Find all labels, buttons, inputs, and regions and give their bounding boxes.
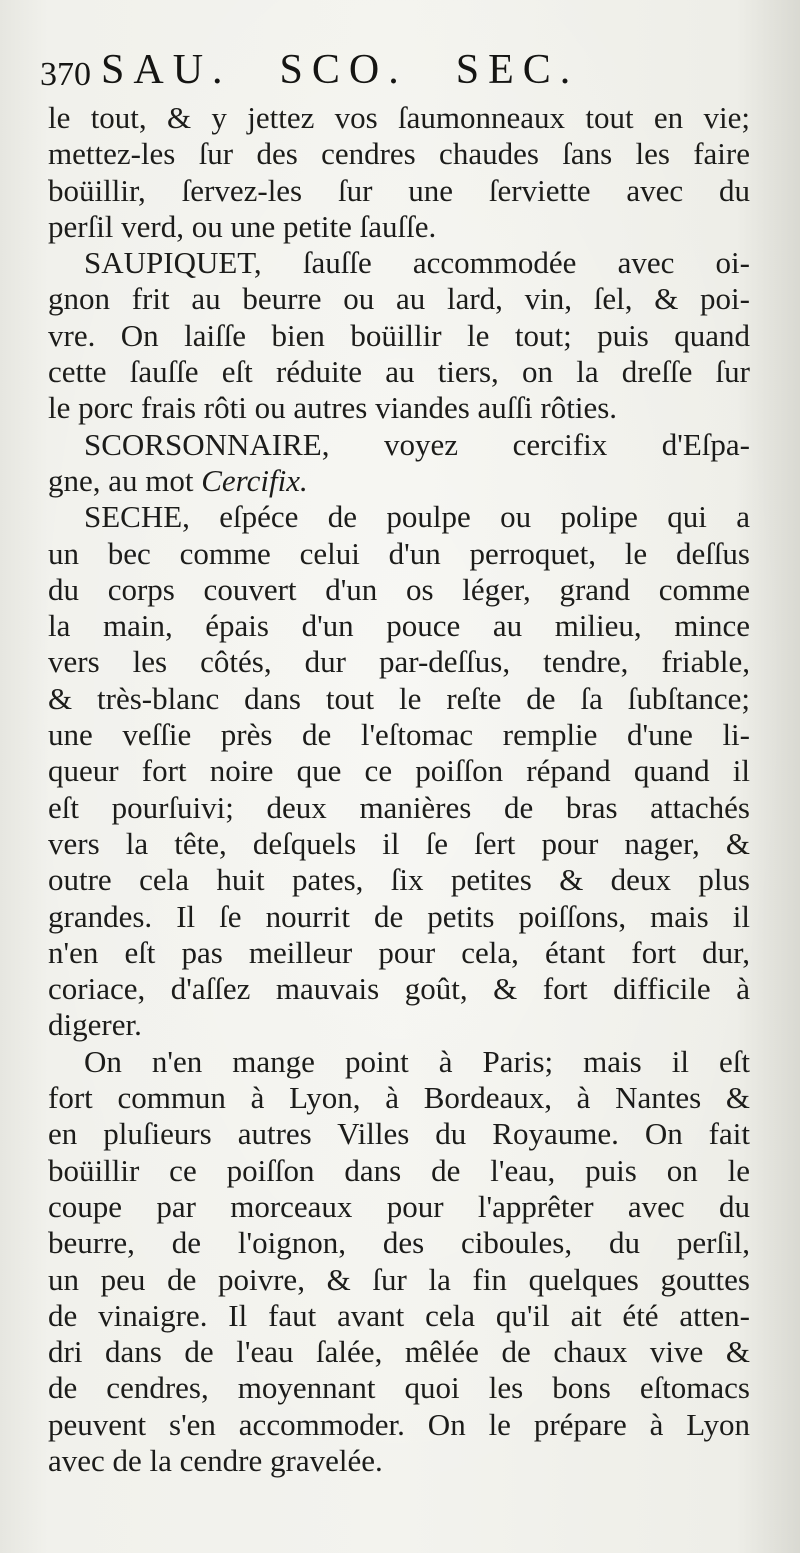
text-line: boüillir, ſervez-les ſur une ſerviette avec du — [48, 172, 750, 208]
entry-line-saupiquet: SAUPIQUET, ſauſſe accommodée avec oi- — [84, 245, 750, 281]
text-line: n'en eſt pas meilleur pour cela, étant fort dur, — [48, 934, 750, 970]
text-line: vre. On laiſſe bien boüillir le tout; puis quand — [48, 317, 750, 353]
text-line: vers la tête, deſquels il ſe ſert pour nager, & — [48, 825, 750, 861]
page-number: 370 — [40, 56, 91, 93]
text-line: du corps couvert d'un os léger, grand comme — [48, 571, 750, 607]
text-line: & très-blanc dans tout le reſte de ſa ſubſtance; — [48, 680, 750, 716]
text-line: en pluſieurs autres Villes du Royaume. On fait — [48, 1116, 750, 1152]
reference-prefix: gne, au mot — [48, 462, 194, 498]
text-line: digerer. — [48, 1007, 142, 1043]
entry-line-scorsonnaire: SCORSONNAIRE, voyez cercifix d'Eſpa- — [84, 426, 750, 462]
text-line-with-reference — [48, 463, 750, 499]
text-line: eſt pourſuivi; deux manières de bras attachés — [48, 789, 750, 825]
text-line: le tout, & y jettez vos ſaumonneaux tout en vie; — [48, 100, 750, 135]
text-line: une veſſie près de l'eſtomac remplie d'une li- — [48, 717, 750, 753]
text-line: beurre, de l'oignon, des ciboules, du perſil, — [48, 1225, 750, 1261]
text-line: de vinaigre. Il faut avant cela qu'il ait été atten- — [48, 1297, 750, 1333]
text-line: de cendres, moyennant quoi les bons eſtomacs — [48, 1370, 750, 1406]
text-line: avec de la cendre gravelée. — [48, 1442, 383, 1478]
body-text — [48, 100, 750, 1479]
text-line: un peu de poivre, & ſur la fin quelques gouttes — [48, 1261, 750, 1297]
text-line: dri dans de l'eau ſalée, mêlée de chaux vive & — [48, 1334, 750, 1370]
paragraph-line-paris: On n'en mange point à Paris; mais il eſt — [84, 1043, 750, 1079]
text-line: outre cela huit pates, ſix petites & deux plus — [48, 862, 750, 898]
text-line: queur fort noire que ce poiſſon répand quand il — [48, 753, 750, 789]
running-head-word-2: SCO. — [279, 47, 408, 93]
text-line: coriace, d'aſſez mauvais goût, & fort difficile à — [48, 971, 750, 1007]
text-line: vers les côtés, dur par-deſſus, tendre, friable, — [48, 644, 750, 680]
running-head — [40, 44, 650, 94]
text-line: grandes. Il ſe nourrit de petits poiſſons, mais il — [48, 898, 750, 934]
text-line: peuvent s'en accommoder. On le prépare à Lyon — [48, 1406, 750, 1442]
italic-reference: Cercifix. — [201, 462, 308, 498]
text-line: cette ſauſſe eſt réduite au tiers, on la dreſſe ſur — [48, 354, 750, 390]
text-line: boüillir ce poiſſon dans de l'eau, puis on le — [48, 1152, 750, 1188]
text-line: fort commun à Lyon, à Bordeaux, à Nantes & — [48, 1080, 750, 1116]
text-line: un bec comme celui d'un perroquet, le deſſus — [48, 535, 750, 571]
running-head-word-3: SEC. — [455, 47, 580, 93]
text-line: le porc frais rôti ou autres viandes auſſi rôties. — [48, 390, 618, 426]
entry-line-seche: SECHE, eſpéce de poulpe ou polipe qui a — [84, 499, 750, 535]
text-line: perſil verd, ou une petite ſauſſe. — [48, 208, 437, 244]
text-line: la main, épais d'un pouce au milieu, mince — [48, 608, 750, 644]
running-head-word-1: SAU. — [101, 47, 232, 93]
text-line: mettez-les ſur des cendres chaudes ſans les faire — [48, 136, 750, 172]
text-line: gnon frit au beurre ou au lard, vin, ſel, & poi- — [48, 281, 750, 317]
text-line: coupe par morceaux pour l'apprêter avec du — [48, 1188, 750, 1224]
